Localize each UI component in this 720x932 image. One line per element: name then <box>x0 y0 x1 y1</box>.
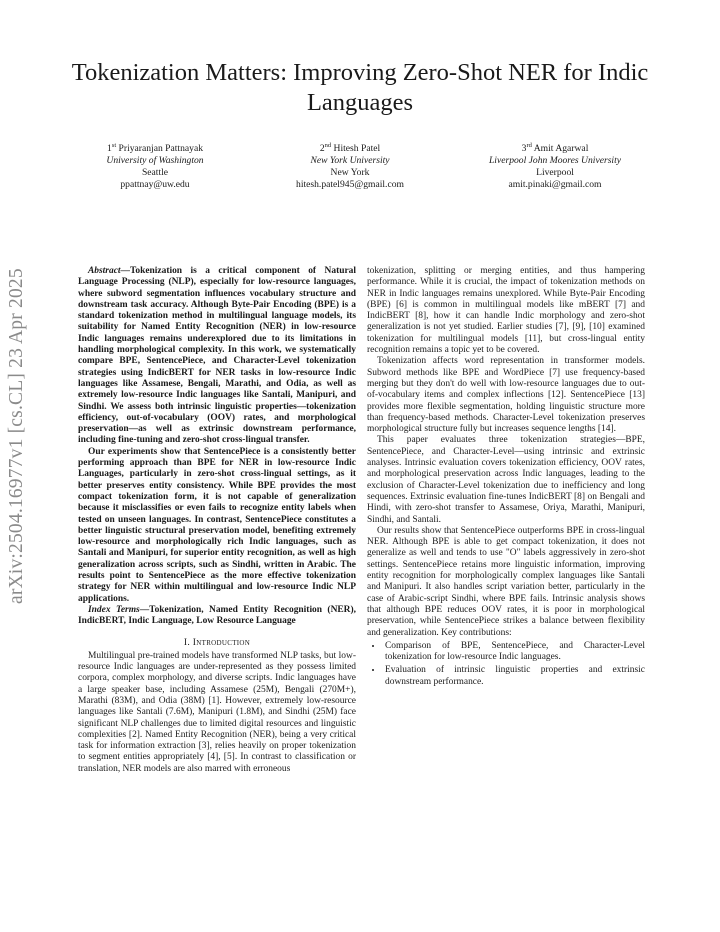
author-3 <box>460 143 650 191</box>
author-affiliation: Liverpool John Moores University <box>488 155 622 166</box>
body-paragraph: Tokenization affects word representation in transformer models. Subword methods like BPE and WordPiece [7] use frequency-based merging but they don't do well with low-resource languages due to out-of-vocabulary items and complex inflections [12]. SentencePiece [13] provides more flexible segmentation, holding linguistic structure more than frequency-based methods. Character-Level tokenization preserves morphological structure fully but increases sequence lengths [14]. <box>367 356 645 435</box>
author-affiliation: University of Washington <box>106 155 204 166</box>
author-ordinal-suffix: rd <box>526 141 532 149</box>
author-name: Hitesh Patel <box>333 143 381 154</box>
author-name: Amit Agarwal <box>533 143 589 154</box>
author-block <box>70 143 650 191</box>
right-column <box>367 266 645 690</box>
author-1 <box>70 143 240 191</box>
abstract-paragraph-2: Our experiments show that SentencePiece is a consistently better performing approach than BPE for NER in low-resource Indic Languages, particularly in zero-shot cross-lingual settings, as it better preserves entity consistency. While BPE provides the most compact tokenization form, it is not capable of generalization because it misclassifies or even fails to recognize entity labels when tested on unseen languages. In contrast, SentencePiece constitutes a better linguistic structural preservation model, benefiting extremely low-resource and morphologically rich Indic languages, such as Santali and Manipuri, for superior entity recognition, as well as high generalization across scripts, such as Sindhi, written in Arabic. The results point to SentencePiece as the more effective tokenization strategy for NER within multilingual and low-resource Indic NLP applications. <box>78 446 356 604</box>
author-city: New York <box>330 167 370 178</box>
list-item: • Evaluation of intrinsic linguistic properties and extrinsic downstream performance. <box>383 665 645 688</box>
author-ordinal: 3 <box>521 143 527 154</box>
left-column <box>78 266 356 775</box>
author-ordinal: 2 <box>319 143 325 154</box>
author-ordinal: 1 <box>107 143 112 154</box>
author-ordinal-suffix: st <box>111 141 117 149</box>
section-heading-introduction: I. Introduction <box>183 636 251 648</box>
author-name: Priyaranjan Pattnayak <box>118 143 203 154</box>
author-email: amit.pinaki@gmail.com <box>508 179 602 190</box>
author-city: Liverpool <box>536 167 574 178</box>
contributions-list <box>367 641 645 688</box>
abstract-paragraph <box>78 266 356 447</box>
body-paragraph: This paper evaluates three tokenization strategies—BPE, SentencePiece, and Character-Level—using intrinsic and extrinsic analyses. Intrinsic evaluation covers tokenization efficiency, OOV rates, and morphological preservation across Indic languages, leading to the exclusion of Character-Level tokenization due to inefficiency and long sequences. Extrinsic evaluation fine-tunes IndicBERT [8] on Bengali and Hindi, with zero-shot transfer to Assamese, Oriya, Marathi, Manipuri, Sindhi, and Santali. <box>367 435 645 525</box>
author-city: Seattle <box>141 167 169 178</box>
index-terms-text: —Tokenization, Named Entity Recognition (NER), IndicBERT, Indic Language, Low Resource Language <box>78 604 356 627</box>
author-ordinal-suffix: nd <box>324 141 332 149</box>
author-email: ppattnay@uw.edu <box>120 179 190 190</box>
arxiv-stamp: arXiv:2504.16977v1 [cs.CL] 23 Apr 2025 <box>6 268 27 604</box>
author-2 <box>255 143 445 191</box>
body-paragraph: tokenization, splitting or merging entities, and thus hampering performance. While it is crucial, the impact of tokenization methods on NER in Indic languages remains unexplored. While Byte-Pair Encoding (BPE) [6] is common in multilingual models like mBERT [7] and IndicBERT [8], how it can handle Indic morphology and zero-shot generalization is not yet studied. Earlier studies [7], [9], [10] examined tokenization for multilingual models [11], but cross-lingual entity recognition remains a topic yet to be covered. <box>367 266 645 356</box>
abstract-lead: Abstract <box>88 266 121 276</box>
author-affiliation: New York University <box>310 155 390 166</box>
body-paragraph: Our results show that SentencePiece outperforms BPE in cross-lingual NER. Although BPE is able to get compact tokenization, it does not generalize as well and tends to use "O" labels aggressively in zero-shot settings. SentencePiece retains more linguistic information, improving entity recognition for morphologically complex languages like Santali and Manipuri. It also handles script variation better, particularly in the case of Arabic-script Sindhi, where BPE fails. Intrinsic analysis shows that although BPE reduces OOV rates, it is poor in morphological preservation, while SentencePiece strikes a balance between flexibility and generalization. Key contributions: <box>367 525 645 638</box>
list-item: • Comparison of BPE, SentencePiece, and Character-Level tokenization for low-resource Indic languages. <box>383 641 645 664</box>
intro-paragraph: Multilingual pre-trained models have transformed NLP tasks, but low-resource Indic languages are under-represented as they possess limited corpora, complex morphology, and diverse scripts. Indic languages have a large speaker base, including Assamese (25M), Bengali (270M+), Marathi (83M), and Odia (38M) [1]. However, extremely low-resource languages like Santali (7.6M), Manipuri (1.8M), and Sindhi (25M) face significant NLP challenges due to limited digital resources and linguistic complexities [2]. Named Entity Recognition (NER), being a very critical task for information extraction [3], relies heavily on proper tokenization to segment entities appropriately [4], [5]. In contrast to classification or translation, NER models are also marred with erroneous <box>78 650 356 774</box>
paper-title: Tokenization Matters: Improving Zero-Shot NER for Indic Languages <box>71 59 649 116</box>
author-email: hitesh.patel945@gmail.com <box>296 179 404 190</box>
abstract-text: —Tokenization is a critical component of Natural Language Processing (NLP), especially for low-resource languages, where subword segmentation influences vocabulary structure and downstream task accuracy. Although Byte-Pair Encoding (BPE) is a standard tokenization method in multilingual language models, its suitability for Named Entity Recognition (NER) in low-resource Indic languages remains underexplored due to its limitations in handling morphological complexity. In this work, we systematically compare BPE, SentencePiece, and Character-Level tokenization strategies using IndicBERT for NER tasks in low-resource Indic languages like Assamese, Bengali, Marathi, and Odia, as well as extremely low-resource Indic languages like Santali, Manipuri, and Sindhi. We assess both intrinsic linguistic properties—tokenization efficiency, out-of-vocabulary (OOV) rates, and morphological preservation—as well as extrinsic downstream performance, including fine-tuning and zero-shot cross-lingual transfer. <box>78 266 356 446</box>
index-terms-lead: Index Terms <box>88 604 140 615</box>
index-terms <box>78 605 356 628</box>
